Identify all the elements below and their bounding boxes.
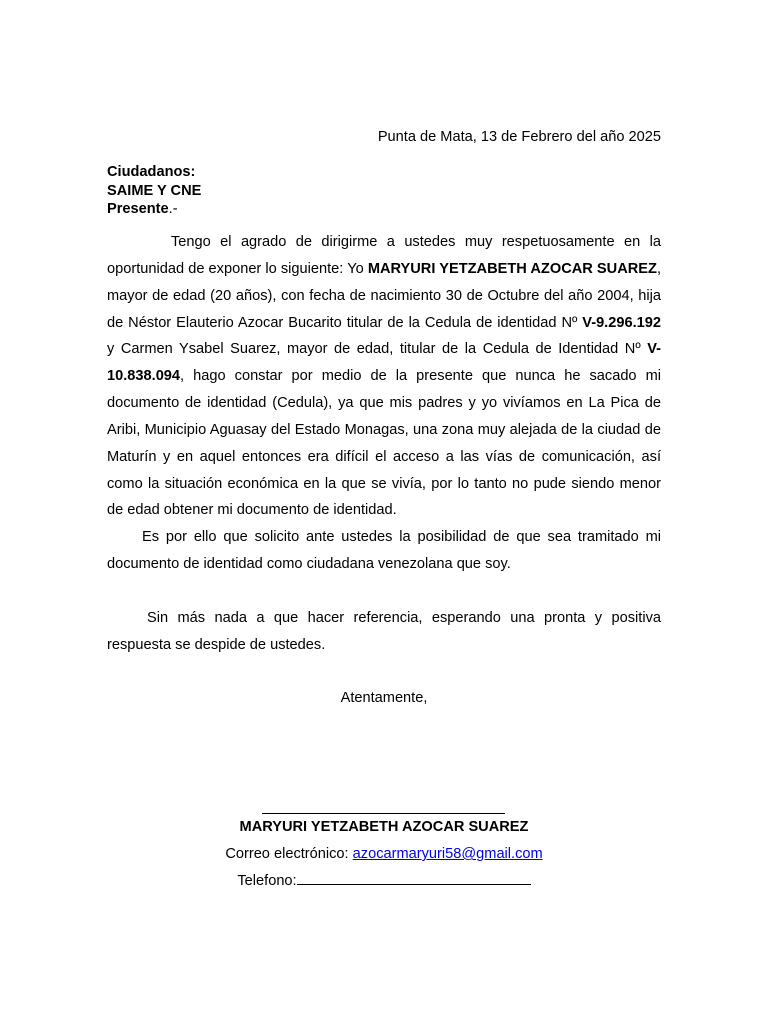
email-label: Correo electrónico: [225,846,353,862]
phone-label: Telefono: [237,873,297,889]
addressee-line-1: Ciudadanos: [107,164,196,180]
phone-line [107,868,661,895]
signature-block [107,796,661,895]
phone-blank-line [297,870,531,885]
addressee-line-2: SAIME Y CNE [107,182,202,199]
p1-text-c: y Carmen Ysabel Suarez, mayor de edad, titular de la Cedula de Identidad Nº [107,341,648,358]
paragraph-3: Sin más nada a que hacer referencia, esperando una pronta y positiva respuesta se despide de ustedes. [107,609,661,653]
presente-suffix: .- [168,201,178,217]
email-link[interactable]: azocarmaryuri58@gmail.com [352,846,543,862]
paragraph-2: Es por ello que solicito ante ustedes la posibilidad de que sea tramitado mi documento de identidad como ciudadana venezolana que soy. [107,529,661,573]
closing-salutation: Atentamente, [340,690,428,706]
email-line [107,841,661,868]
presente-label: Presente [107,201,169,217]
father-id-number: V-9.296.192 [582,314,661,331]
signature-line [262,796,505,814]
p1-text-d: , hago constar por medio de la presente que nunca he sacado mi documento de identidad (Cedula), ya que mis padres y yo vivíamos en La Pica de Aribi, Municipio Aguasay del Estado Monagas, una zona muy alejada de la ciudad de Maturín y en aquel entonces era difícil el acceso a las vías de comunicación, así como la situación económica en la que se vivía, por lo tanto no pude siendo menor de edad obtener mi documento de identidad. [107,368,661,519]
paragraph-1 [107,229,661,524]
p1-text-a: Tengo el agrado de dirigirme a ustedes muy respetuosamente en la oportunidad de exponer lo siguiente: Yo [107,234,661,277]
addressee-block [107,163,201,219]
p1-text-b: , mayor de edad (20 años), con fecha de nacimiento 30 de Octubre del año 2004, hija de Néstor Elauterio Azocar Bucarito titular de la Cedula de identidad Nº [107,260,661,331]
addressee-line-3 [107,200,201,219]
date-line: Punta de Mata, 13 de Febrero del año 2025 [377,129,661,145]
letter-body [107,229,661,659]
mother-id-number: V-10.838.094 [107,341,661,385]
signatory-name: MARYURI YETZABETH AZOCAR SUAREZ [239,819,529,835]
applicant-name: MARYURI YETZABETH AZOCAR SUAREZ [367,260,657,277]
